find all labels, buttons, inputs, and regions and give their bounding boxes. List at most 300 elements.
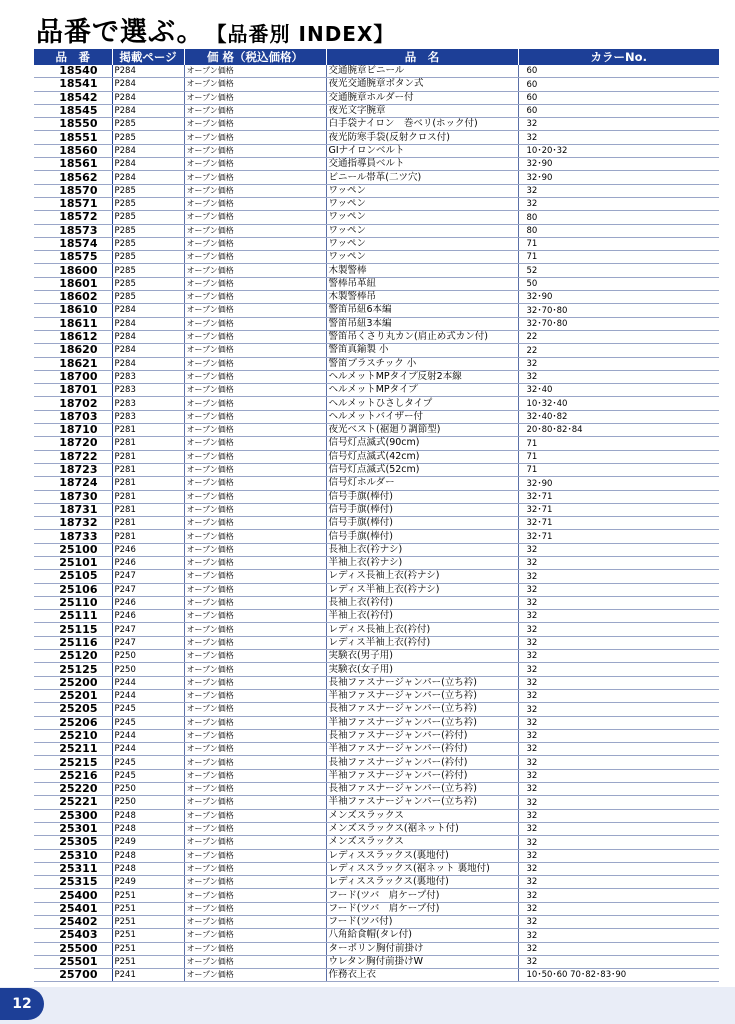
table-row — [34, 397, 719, 410]
table-row — [34, 729, 719, 742]
cell-color: 10･32･40 — [518, 397, 719, 410]
header-price: 価 格（税込価格） — [184, 49, 326, 65]
cell-name: 警笛プラスチック 小 — [326, 357, 518, 370]
cell-price: オープン価格 — [184, 197, 326, 210]
cell-code: 25401 — [34, 902, 112, 915]
cell-color: 32 — [518, 955, 719, 968]
cell-price: オープン価格 — [184, 570, 326, 583]
cell-page: P285 — [112, 197, 184, 210]
cell-color: 32･40 — [518, 384, 719, 397]
cell-page: P248 — [112, 809, 184, 822]
cell-price: オープン価格 — [184, 384, 326, 397]
cell-price: オープン価格 — [184, 158, 326, 171]
cell-code: 25101 — [34, 556, 112, 569]
cell-name: メンズスラックス — [326, 809, 518, 822]
cell-page: P285 — [112, 237, 184, 250]
cell-page: P247 — [112, 583, 184, 596]
cell-color: 10･20･32 — [518, 144, 719, 157]
cell-page: P281 — [112, 477, 184, 490]
cell-color: 32 — [518, 756, 719, 769]
cell-color: 32 — [518, 796, 719, 809]
cell-name: 警笛吊紐3本編 — [326, 317, 518, 330]
cell-price: オープン価格 — [184, 876, 326, 889]
cell-price: オープン価格 — [184, 689, 326, 702]
cell-price: オープン価格 — [184, 929, 326, 942]
cell-price: オープン価格 — [184, 596, 326, 609]
cell-color: 52 — [518, 264, 719, 277]
table-row — [34, 650, 719, 663]
cell-code: 18550 — [34, 118, 112, 131]
cell-price: オープン価格 — [184, 397, 326, 410]
cell-color: 32 — [518, 902, 719, 915]
cell-color: 32 — [518, 197, 719, 210]
cell-code: 25106 — [34, 583, 112, 596]
table-row — [34, 703, 719, 716]
table-row — [34, 490, 719, 503]
cell-color: 22 — [518, 330, 719, 343]
cell-page: P248 — [112, 822, 184, 835]
cell-price: オープン価格 — [184, 716, 326, 729]
cell-code: 18571 — [34, 197, 112, 210]
cell-page: P285 — [112, 131, 184, 144]
cell-name: ワッペン — [326, 197, 518, 210]
cell-price: オープン価格 — [184, 836, 326, 849]
cell-price: オープン価格 — [184, 410, 326, 423]
cell-code: 18700 — [34, 370, 112, 383]
cell-code: 18710 — [34, 424, 112, 437]
table-row — [34, 955, 719, 968]
cell-code: 18723 — [34, 463, 112, 476]
cell-code: 18610 — [34, 304, 112, 317]
cell-page: P247 — [112, 570, 184, 583]
cell-color: 32 — [518, 118, 719, 131]
cell-code: 18703 — [34, 410, 112, 423]
cell-price: オープン価格 — [184, 317, 326, 330]
cell-page: P244 — [112, 729, 184, 742]
table-row — [34, 796, 719, 809]
cell-name: 白手袋ナイロン 巻ベリ(ホック付) — [326, 118, 518, 131]
cell-page: P245 — [112, 769, 184, 782]
cell-name: ワッペン — [326, 237, 518, 250]
cell-code: 18611 — [34, 317, 112, 330]
cell-name: 木製警棒吊 — [326, 291, 518, 304]
cell-code: 25500 — [34, 942, 112, 955]
cell-page: P246 — [112, 556, 184, 569]
cell-price: オープン価格 — [184, 743, 326, 756]
cell-color: 32･70･80 — [518, 304, 719, 317]
cell-code: 18720 — [34, 437, 112, 450]
table-row — [34, 663, 719, 676]
cell-code: 18570 — [34, 184, 112, 197]
cell-name: 半袖上衣(衿ナシ) — [326, 556, 518, 569]
cell-page: P246 — [112, 610, 184, 623]
cell-color: 32 — [518, 809, 719, 822]
cell-color: 71 — [518, 437, 719, 450]
cell-name: ビニール帯革(二ツ穴) — [326, 171, 518, 184]
cell-code: 25120 — [34, 650, 112, 663]
table-row — [34, 131, 719, 144]
cell-code: 25221 — [34, 796, 112, 809]
cell-color: 32･71 — [518, 490, 719, 503]
cell-code: 25105 — [34, 570, 112, 583]
cell-page: P281 — [112, 490, 184, 503]
cell-code: 25100 — [34, 543, 112, 556]
cell-price: オープン価格 — [184, 237, 326, 250]
cell-page: P245 — [112, 756, 184, 769]
cell-name: ヘルメットMPタイプ — [326, 384, 518, 397]
cell-name: メンズスラックス(裾ネット付) — [326, 822, 518, 835]
cell-name: 信号灯ホルダー — [326, 477, 518, 490]
cell-page: P284 — [112, 78, 184, 91]
cell-name: 交通腕章ホルダー付 — [326, 91, 518, 104]
cell-name: ワッペン — [326, 184, 518, 197]
cell-price: オープン価格 — [184, 862, 326, 875]
table-row — [34, 583, 719, 596]
table-row — [34, 836, 719, 849]
cell-color: 50 — [518, 277, 719, 290]
cell-page: P244 — [112, 676, 184, 689]
cell-color: 71 — [518, 251, 719, 264]
cell-color: 32 — [518, 729, 719, 742]
page-title — [36, 10, 394, 49]
cell-code: 25201 — [34, 689, 112, 702]
cell-price: オープン価格 — [184, 849, 326, 862]
table-row — [34, 410, 719, 423]
cell-price: オープン価格 — [184, 530, 326, 543]
cell-name: 長袖ファスナージャンパー(衿付) — [326, 729, 518, 742]
table-row — [34, 357, 719, 370]
cell-name: 夜光交通腕章ボタン式 — [326, 78, 518, 91]
cell-name: ワッペン — [326, 211, 518, 224]
cell-page: P251 — [112, 929, 184, 942]
cell-code: 25311 — [34, 862, 112, 875]
cell-page: P248 — [112, 849, 184, 862]
cell-page: P285 — [112, 211, 184, 224]
cell-page: P285 — [112, 291, 184, 304]
cell-code: 18702 — [34, 397, 112, 410]
cell-code: 18542 — [34, 91, 112, 104]
cell-color: 60 — [518, 104, 719, 117]
cell-code: 25402 — [34, 916, 112, 929]
cell-price: オープン価格 — [184, 251, 326, 264]
table-row — [34, 144, 719, 157]
cell-name: レディス半袖上衣(衿ナシ) — [326, 583, 518, 596]
table-row — [34, 517, 719, 530]
cell-price: オープン価格 — [184, 104, 326, 117]
cell-price: オープン価格 — [184, 264, 326, 277]
table-row — [34, 264, 719, 277]
cell-code: 18733 — [34, 530, 112, 543]
cell-name: ワッペン — [326, 224, 518, 237]
cell-color: 32 — [518, 916, 719, 929]
cell-code: 18724 — [34, 477, 112, 490]
cell-name: ワッペン — [326, 251, 518, 264]
cell-color: 32 — [518, 610, 719, 623]
cell-page: P247 — [112, 636, 184, 649]
table-row — [34, 463, 719, 476]
cell-price: オープン価格 — [184, 729, 326, 742]
cell-page: P284 — [112, 344, 184, 357]
cell-color: 32 — [518, 596, 719, 609]
cell-name: 長袖ファスナージャンパー(立ち衿) — [326, 703, 518, 716]
cell-name: ターポリン胸付前掛け — [326, 942, 518, 955]
table-row — [34, 237, 719, 250]
cell-color: 32 — [518, 556, 719, 569]
cell-code: 25315 — [34, 876, 112, 889]
table-row — [34, 849, 719, 862]
cell-page: P245 — [112, 716, 184, 729]
cell-name: 警笛真鍮製 小 — [326, 344, 518, 357]
cell-name: 夜光文字腕章 — [326, 104, 518, 117]
cell-code: 18620 — [34, 344, 112, 357]
table-row — [34, 370, 719, 383]
cell-price: オープン価格 — [184, 796, 326, 809]
cell-color: 32 — [518, 184, 719, 197]
cell-price: オープン価格 — [184, 503, 326, 516]
cell-page: P285 — [112, 224, 184, 237]
cell-price: オープン価格 — [184, 224, 326, 237]
cell-name: 長袖上衣(衿付) — [326, 596, 518, 609]
cell-name: 木製警棒 — [326, 264, 518, 277]
cell-color: 32 — [518, 676, 719, 689]
cell-page: P283 — [112, 410, 184, 423]
cell-price: オープン価格 — [184, 91, 326, 104]
cell-page: P241 — [112, 969, 184, 982]
cell-color: 32 — [518, 663, 719, 676]
cell-name: 信号手旗(棒付) — [326, 517, 518, 530]
cell-name: 信号手旗(棒付) — [326, 503, 518, 516]
table-row — [34, 158, 719, 171]
cell-name: 警笛吊紐6本編 — [326, 304, 518, 317]
cell-code: 18551 — [34, 131, 112, 144]
table-row — [34, 91, 719, 104]
table-row — [34, 118, 719, 131]
cell-page: P251 — [112, 916, 184, 929]
cell-code: 25115 — [34, 623, 112, 636]
cell-price: オープン価格 — [184, 370, 326, 383]
cell-page: P285 — [112, 184, 184, 197]
cell-price: オープン価格 — [184, 171, 326, 184]
cell-price: オープン価格 — [184, 902, 326, 915]
cell-price: オープン価格 — [184, 756, 326, 769]
table-header-row — [34, 49, 719, 65]
cell-page: P285 — [112, 277, 184, 290]
cell-code: 25403 — [34, 929, 112, 942]
cell-name: レディス長袖上衣(衿ナシ) — [326, 570, 518, 583]
table-row — [34, 969, 719, 982]
cell-page: P284 — [112, 144, 184, 157]
table-row — [34, 610, 719, 623]
table-row — [34, 929, 719, 942]
cell-code: 18602 — [34, 291, 112, 304]
cell-page: P284 — [112, 91, 184, 104]
cell-name: 半袖ファスナージャンパー(立ち衿) — [326, 689, 518, 702]
table-row — [34, 477, 719, 490]
table-row — [34, 689, 719, 702]
cell-color: 32 — [518, 583, 719, 596]
cell-page: P284 — [112, 317, 184, 330]
cell-color: 32･40･82 — [518, 410, 719, 423]
table-row — [34, 317, 719, 330]
cell-price: オープン価格 — [184, 357, 326, 370]
cell-page: P250 — [112, 783, 184, 796]
cell-page: P251 — [112, 889, 184, 902]
cell-name: レディス長袖上衣(衿付) — [326, 623, 518, 636]
cell-price: オープン価格 — [184, 769, 326, 782]
cell-color: 71 — [518, 450, 719, 463]
cell-color: 32 — [518, 743, 719, 756]
cell-price: オープン価格 — [184, 556, 326, 569]
cell-price: オープン価格 — [184, 144, 326, 157]
cell-price: オープン価格 — [184, 450, 326, 463]
cell-code: 18560 — [34, 144, 112, 157]
cell-page: P285 — [112, 264, 184, 277]
cell-color: 22 — [518, 344, 719, 357]
table-row — [34, 596, 719, 609]
cell-page: P285 — [112, 118, 184, 131]
table-row — [34, 277, 719, 290]
table-row — [34, 676, 719, 689]
cell-price: オープン価格 — [184, 477, 326, 490]
cell-code: 18730 — [34, 490, 112, 503]
cell-color: 71 — [518, 237, 719, 250]
cell-code: 18601 — [34, 277, 112, 290]
cell-color: 32 — [518, 623, 719, 636]
cell-name: レディススラックス(裏地付) — [326, 876, 518, 889]
cell-price: オープン価格 — [184, 623, 326, 636]
table-body — [34, 65, 719, 982]
cell-code: 25501 — [34, 955, 112, 968]
table-row — [34, 623, 719, 636]
cell-page: P246 — [112, 543, 184, 556]
cell-color: 32 — [518, 650, 719, 663]
cell-color: 10･50･60 70･82･83･90 — [518, 969, 719, 982]
cell-price: オープン価格 — [184, 676, 326, 689]
table-row — [34, 78, 719, 91]
cell-price: オープン価格 — [184, 330, 326, 343]
cell-page: P281 — [112, 437, 184, 450]
cell-price: オープン価格 — [184, 889, 326, 902]
cell-code: 18612 — [34, 330, 112, 343]
cell-page: P244 — [112, 743, 184, 756]
cell-color: 32･90 — [518, 291, 719, 304]
cell-page: P249 — [112, 836, 184, 849]
cell-page: P251 — [112, 902, 184, 915]
cell-price: オープン価格 — [184, 131, 326, 144]
cell-color: 32 — [518, 836, 719, 849]
cell-color: 32 — [518, 822, 719, 835]
cell-code: 25210 — [34, 729, 112, 742]
cell-page: P283 — [112, 370, 184, 383]
cell-page: P281 — [112, 424, 184, 437]
header-name: 品 名 — [326, 49, 518, 65]
cell-price: オープン価格 — [184, 211, 326, 224]
cell-page: P283 — [112, 397, 184, 410]
cell-color: 32･90 — [518, 171, 719, 184]
table-row — [34, 171, 719, 184]
cell-price: オープン価格 — [184, 78, 326, 91]
cell-name: 作務衣上衣 — [326, 969, 518, 982]
cell-code: 18600 — [34, 264, 112, 277]
cell-price: オープン価格 — [184, 610, 326, 623]
cell-page: P284 — [112, 158, 184, 171]
cell-name: 警笛吊くさり丸カン(肩止め式カン付) — [326, 330, 518, 343]
cell-color: 32･71 — [518, 503, 719, 516]
cell-color: 32 — [518, 769, 719, 782]
product-index-table — [34, 49, 719, 982]
table-row — [34, 543, 719, 556]
cell-code: 18731 — [34, 503, 112, 516]
table-row — [34, 942, 719, 955]
cell-name: GIナイロンベルト — [326, 144, 518, 157]
cell-color: 60 — [518, 65, 719, 78]
table-row — [34, 769, 719, 782]
cell-page: P246 — [112, 596, 184, 609]
cell-code: 25110 — [34, 596, 112, 609]
cell-code: 18701 — [34, 384, 112, 397]
cell-color: 32 — [518, 543, 719, 556]
page-number: 12 — [0, 988, 44, 1020]
cell-page: P250 — [112, 650, 184, 663]
cell-color: 32 — [518, 929, 719, 942]
cell-code: 25310 — [34, 849, 112, 862]
cell-price: オープン価格 — [184, 663, 326, 676]
cell-name: 信号灯点滅式(52cm) — [326, 463, 518, 476]
cell-price: オープン価格 — [184, 65, 326, 78]
cell-price: オープン価格 — [184, 650, 326, 663]
cell-price: オープン価格 — [184, 184, 326, 197]
cell-price: オープン価格 — [184, 277, 326, 290]
cell-code: 25111 — [34, 610, 112, 623]
header-page: 掲載ページ — [112, 49, 184, 65]
cell-name: 半袖ファスナージャンパー(立ち衿) — [326, 716, 518, 729]
cell-name: 信号手旗(棒付) — [326, 530, 518, 543]
cell-code: 25116 — [34, 636, 112, 649]
cell-color: 71 — [518, 463, 719, 476]
table-row — [34, 197, 719, 210]
cell-page: P281 — [112, 517, 184, 530]
cell-name: 八角給食帽(タレ付) — [326, 929, 518, 942]
cell-name: ヘルメットひさしタイプ — [326, 397, 518, 410]
table-row — [34, 876, 719, 889]
cell-code: 25700 — [34, 969, 112, 982]
cell-color: 32･71 — [518, 530, 719, 543]
cell-name: レディス半袖上衣(衿付) — [326, 636, 518, 649]
cell-color: 32 — [518, 636, 719, 649]
cell-price: オープン価格 — [184, 490, 326, 503]
table-row — [34, 570, 719, 583]
table-row — [34, 450, 719, 463]
cell-code: 18541 — [34, 78, 112, 91]
table-row — [34, 889, 719, 902]
cell-color: 32 — [518, 849, 719, 862]
cell-name: 実験衣(女子用) — [326, 663, 518, 676]
table-row — [34, 756, 719, 769]
cell-code: 25215 — [34, 756, 112, 769]
cell-price: オープン価格 — [184, 291, 326, 304]
cell-page: P281 — [112, 450, 184, 463]
table-row — [34, 716, 719, 729]
cell-name: ヘルメットMPタイプ反射2本線 — [326, 370, 518, 383]
cell-color: 32･90 — [518, 477, 719, 490]
cell-color: 32 — [518, 862, 719, 875]
cell-name: フード(ツバ 肩ケープ付) — [326, 889, 518, 902]
cell-name: ヘルメットバイザー付 — [326, 410, 518, 423]
table-row — [34, 224, 719, 237]
cell-name: 半袖ファスナージャンパー(衿付) — [326, 743, 518, 756]
table-row — [34, 743, 719, 756]
cell-color: 80 — [518, 211, 719, 224]
